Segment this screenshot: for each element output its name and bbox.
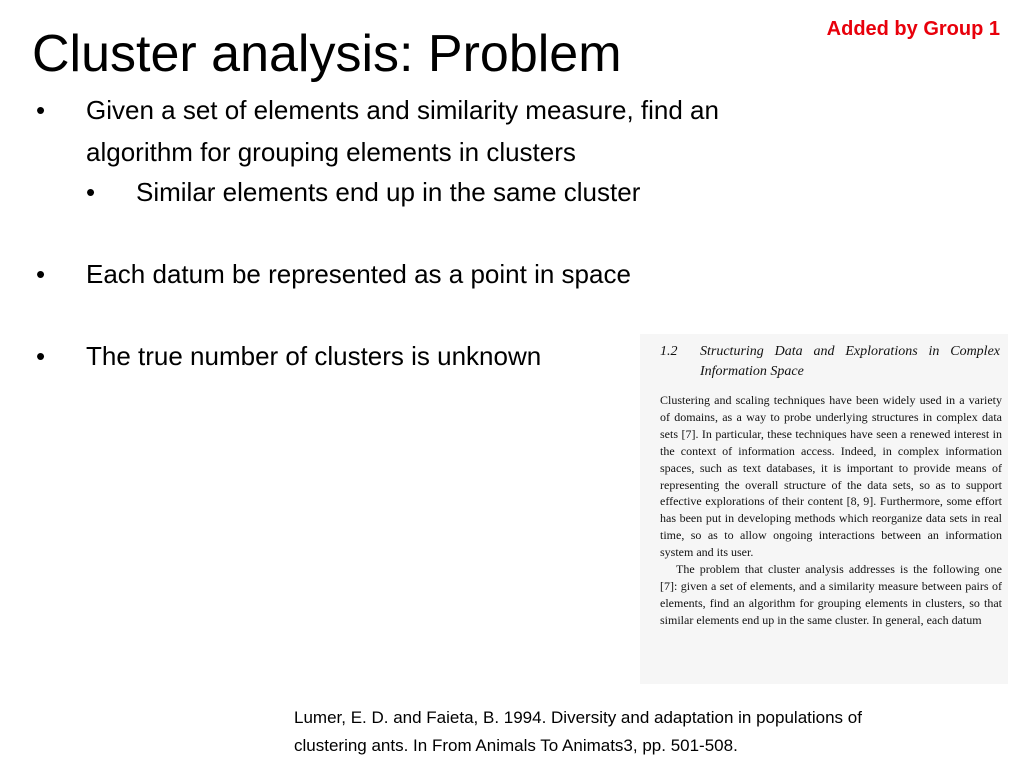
bullet-dot: • (36, 341, 46, 371)
citation-line: Lumer, E. D. and Faieta, B. 1994. Diversity and adaptation in populations of (294, 708, 862, 727)
excerpt-section-number: 1.2 (660, 344, 678, 359)
bullet-text: Similar elements end up in the same cluster (136, 177, 641, 207)
bullet-dot: • (36, 259, 46, 289)
paper-excerpt (640, 334, 1008, 684)
bullet-text: Each datum be represented as a point in space (86, 259, 631, 289)
excerpt-paragraph: Clustering and scaling techniques have been widely used in a variety of domains, as a way to probe underlying structures in complex data sets [7]. In particular, these techniques have seen a renewed interest in the context of information access. Indeed, in complex information spaces, such as text databases, it is important to provide means of representing the overall structure of the data sets, so as to support effective explorations of their content [8, 9]. Furthermore, some effort has been put in developing methods which reorganize data sets in real time, so as to allow ongoing interactions between an information system and its user. (660, 393, 1002, 560)
citation (294, 704, 1004, 760)
bullet-text: The true number of clusters is unknown (86, 341, 542, 371)
excerpt-section-title: Structuring Data and Explorations in Complex Information Space (700, 344, 1000, 379)
slide-title: Cluster analysis: Problem (32, 25, 622, 83)
bullet-dot: • (36, 95, 46, 125)
bullet-text-line2: algorithm for grouping elements in clusters (86, 137, 576, 167)
group-note: Added by Group 1 (826, 18, 1000, 40)
bullet-text: Given a set of elements and similarity measure, find an (86, 95, 719, 125)
excerpt-paragraph: The problem that cluster analysis addresses is the following one [7]: given a set of elements, and a similarity measure between pairs of elements, find an algorithm for grouping elements in clusters, so that similar elements end up in the same cluster. In general, each datum (660, 562, 1002, 627)
excerpt-body (660, 392, 1002, 629)
citation-line: clustering ants. In From Animals To Animats3, pp. 501-508. (294, 736, 738, 755)
bullet-dot: • (86, 177, 96, 207)
